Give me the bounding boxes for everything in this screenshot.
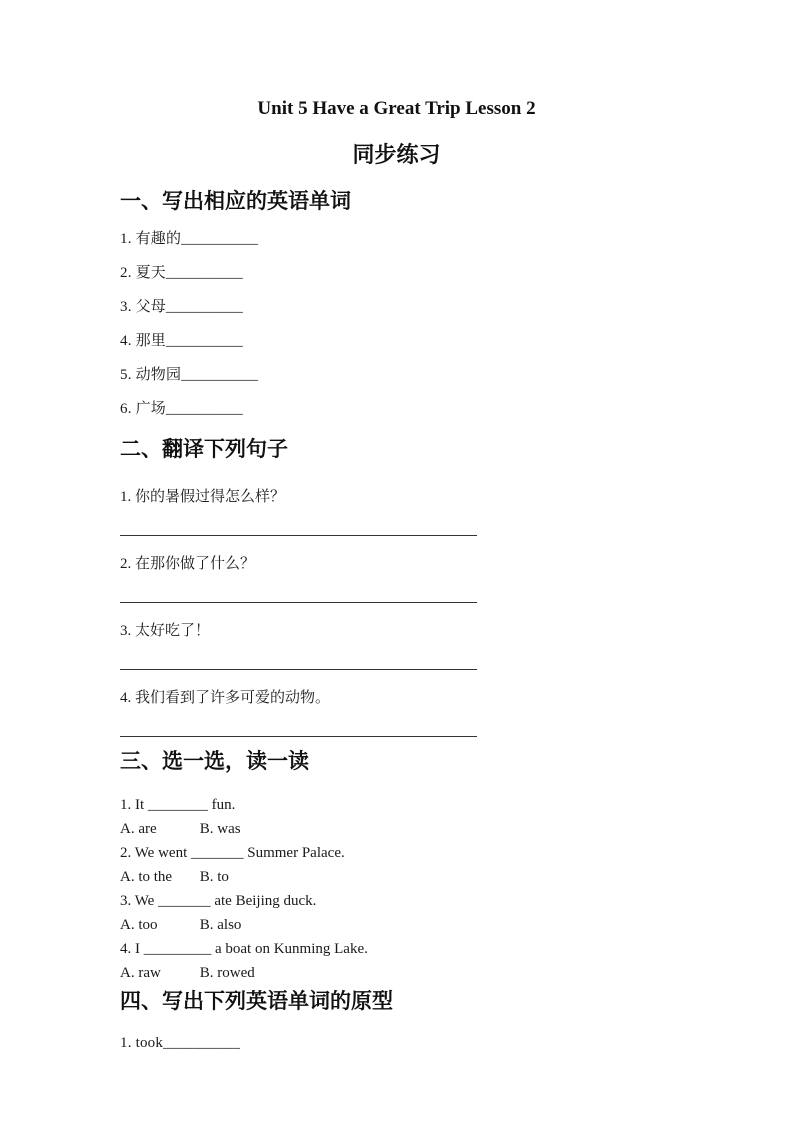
word-item: 4. 那里__________ — [120, 333, 244, 349]
choice-options — [120, 817, 673, 841]
document-title: Unit 5 Have a Great Trip Lesson 2 — [257, 98, 536, 119]
word-item: 3. 父母__________ — [120, 299, 244, 315]
choice-options — [120, 913, 673, 937]
translation-question: 3. 太好吃了！ — [120, 623, 211, 639]
option-a: A. raw — [120, 965, 161, 981]
section-vocabulary — [120, 189, 673, 419]
option-b: B. was — [199, 821, 241, 837]
option-a: A. to the — [120, 869, 173, 885]
section-translation — [120, 437, 673, 737]
word-item: 1. 有趣的__________ — [120, 231, 259, 247]
section-four-heading: 四、写出下列英语单词的原型 — [120, 990, 393, 1013]
option-b: B. rowed — [199, 965, 255, 981]
option-b: B. to — [199, 869, 229, 885]
document-subtitle: 同步练习 — [352, 142, 441, 167]
word-item: 1. took__________ — [120, 1035, 241, 1051]
section-one-heading: 一、写出相应的英语单词 — [120, 190, 351, 213]
choice-prompt: 3. We _______ ate Beijing duck. — [120, 893, 317, 909]
answer-writing-line — [120, 535, 477, 536]
section-multiple-choice — [120, 749, 673, 985]
option-a: A. too — [120, 917, 158, 933]
option-a: A. are — [120, 821, 157, 837]
answer-writing-line — [120, 602, 477, 603]
answer-writing-line — [120, 736, 477, 737]
translation-question: 2. 在那你做了什么？ — [120, 556, 256, 572]
choice-options — [120, 865, 673, 889]
word-item: 5. 动物园__________ — [120, 367, 259, 383]
choice-prompt: 4. I _________ a boat on Kunming Lake. — [120, 941, 368, 957]
word-item: 6. 广场__________ — [120, 401, 244, 417]
translation-question: 1. 你的暑假过得怎么样？ — [120, 489, 286, 505]
option-b: B. also — [199, 917, 242, 933]
word-item: 2. 夏天__________ — [120, 265, 244, 281]
choice-questions — [120, 793, 673, 985]
choice-prompt: 1. It ________ fun. — [120, 797, 236, 813]
answer-writing-line — [120, 669, 477, 670]
section-two-heading: 二、翻译下列句子 — [120, 438, 288, 461]
section-three-heading: 三、选一选，读一读 — [120, 750, 309, 773]
translation-question: 4. 我们看到了许多可爱的动物。 — [120, 690, 331, 706]
section-base-forms — [120, 989, 673, 1053]
choice-options — [120, 961, 673, 985]
worksheet-content — [0, 189, 793, 1053]
choice-prompt: 2. We went _______ Summer Palace. — [120, 845, 345, 861]
